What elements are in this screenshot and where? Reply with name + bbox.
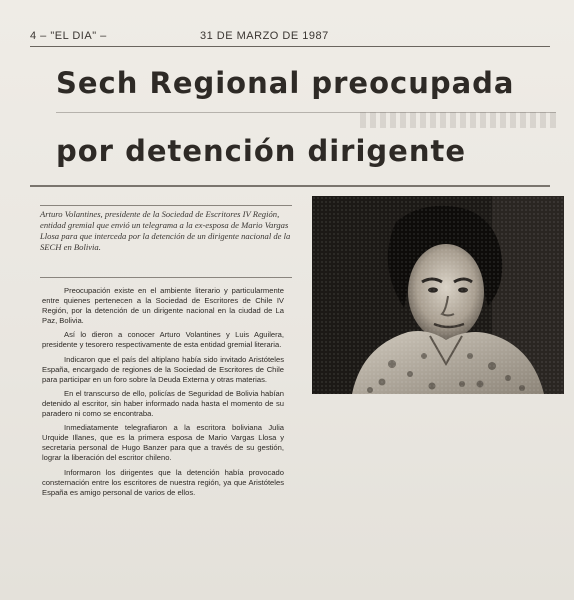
headline-bottom-rule	[30, 185, 550, 187]
article-paragraph: Así lo dieron a conocer Arturo Volantines y Luis Aguilera, presidente y tesorero respectivamente de esta entidad gremial literaria.	[42, 330, 284, 350]
bleed-through-artifact	[360, 112, 560, 128]
article-paragraph: Indicaron que el país del altiplano había sido invitado Aristóteles España, encargado de regiones de la Sociedad de Escritores de Chile para participar en un foro sobre la Deuda Externa y otras materias.	[42, 354, 284, 384]
headline-line-2: por detención dirigente	[56, 134, 467, 168]
publication-date: 31 DE MARZO DE 1987	[200, 30, 329, 42]
portrait-photo	[312, 196, 564, 394]
article-body	[42, 286, 284, 502]
page-number-label: 4 – "EL DIA" –	[30, 30, 107, 42]
header-rule	[30, 46, 550, 47]
article-paragraph: Inmediatamente telegrafiaron a la escritora boliviana Julia Urquide Illanes, que es la primera esposa de Mario Vargas Llosa y secretaria personal de Hugo Banzer para que a través de su gestión, lograr la liberación del escritor chileno.	[42, 423, 284, 463]
portrait-illustration	[312, 196, 564, 394]
page-header	[30, 30, 550, 44]
photo-caption: Arturo Volantines, presidente de la Sociedad de Escritores IV Región, entidad gremial que envió un telegrama a la ex-esposa de Mario Vargas Llosa para que interceda por la detención de un dirigente nacional de la SECH en Bolivia.	[40, 205, 292, 278]
article-paragraph: Informaron los dirigentes que la detención había provocado consternación entre los escritores de nuestra región, ya que Aristóteles España es amigo personal de varios de ellos.	[42, 467, 284, 497]
article-paragraph: En el transcurso de ello, policías de Seguridad de Bolivia habían detenido al escritor, sin haber informado nada hasta el momento de su paradero ni como se encontraba.	[42, 388, 284, 419]
headline-line-1: Sech Regional preocupada	[56, 66, 515, 100]
article-paragraph: Preocupación existe en el ambiente literario y particularmente entre quienes pertenecen a la Sociedad de Escritores de Chile IV Región, por la detención de un dirigente nacional en la ciudad de La Paz, Bolivia.	[42, 286, 284, 326]
